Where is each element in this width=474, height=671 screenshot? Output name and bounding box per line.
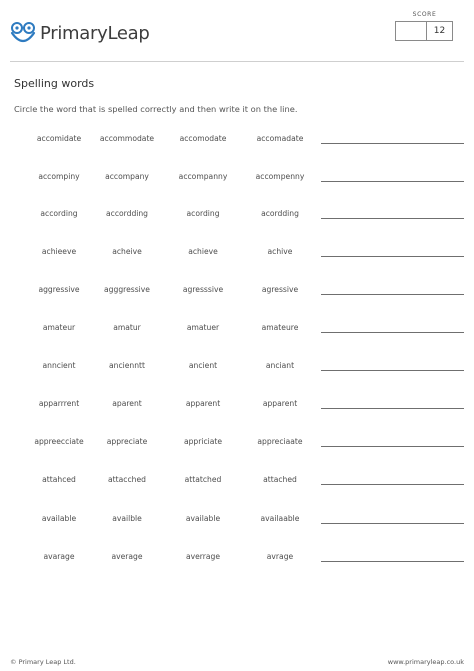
word-option[interactable]: ancient — [188, 361, 218, 370]
word-option[interactable]: apparent — [185, 399, 221, 408]
word-option[interactable]: agressive — [261, 285, 299, 294]
word-option[interactable]: apparent — [262, 399, 298, 408]
word-option[interactable]: achieve — [188, 247, 218, 256]
footer-website: www.primaryleap.co.uk — [387, 658, 464, 666]
answer-line[interactable] — [321, 561, 464, 562]
word-option[interactable]: accompiny — [38, 172, 80, 181]
word-option[interactable]: avarage — [43, 552, 75, 561]
word-option[interactable]: amatur — [113, 323, 141, 332]
word-option[interactable]: according — [40, 209, 78, 218]
word-option[interactable]: ancienntt — [108, 361, 145, 370]
word-option[interactable]: anciant — [265, 361, 295, 370]
word-option[interactable]: acheive — [112, 247, 142, 256]
word-option[interactable]: acording — [186, 209, 220, 218]
word-option[interactable]: attacched — [108, 475, 146, 484]
word-row — [0, 514, 474, 528]
word-option[interactable]: agggressive — [104, 285, 150, 294]
worksheet-instruction: Circle the word that is spelled correctly and then write it on the line. — [14, 104, 298, 114]
word-option[interactable]: accordding — [105, 209, 149, 218]
word-option[interactable]: amatuer — [186, 323, 220, 332]
word-row — [0, 247, 474, 261]
word-row — [0, 399, 474, 413]
word-option[interactable]: accompenny — [255, 172, 305, 181]
answer-line[interactable] — [321, 408, 464, 409]
answer-line[interactable] — [321, 484, 464, 485]
word-row — [0, 134, 474, 148]
word-option[interactable]: accompanny — [178, 172, 228, 181]
answer-line[interactable] — [321, 523, 464, 524]
word-option[interactable]: agresssive — [182, 285, 224, 294]
score-value: 12 — [433, 26, 446, 36]
word-option[interactable]: accomadate — [256, 134, 304, 143]
word-option[interactable]: accomidate — [36, 134, 82, 143]
answer-line[interactable] — [321, 218, 464, 219]
word-option[interactable]: achieeve — [41, 247, 77, 256]
answer-line[interactable] — [321, 256, 464, 257]
answer-line[interactable] — [321, 332, 464, 333]
word-row — [0, 285, 474, 299]
score-blank-cell — [396, 22, 427, 40]
word-option[interactable]: avrage — [266, 552, 294, 561]
word-option[interactable]: amateur — [42, 323, 76, 332]
frog-icon — [10, 22, 36, 46]
word-row — [0, 475, 474, 489]
word-option[interactable]: aparent — [112, 399, 142, 408]
word-option[interactable]: available — [185, 514, 221, 523]
word-option[interactable]: accompany — [105, 172, 149, 181]
brand-name: PrimaryLeap — [40, 23, 150, 44]
answer-line[interactable] — [321, 370, 464, 371]
word-option[interactable]: available — [41, 514, 77, 523]
answer-line[interactable] — [321, 446, 464, 447]
word-row — [0, 172, 474, 186]
word-option[interactable]: anncient — [42, 361, 76, 370]
word-option[interactable]: availaable — [260, 514, 300, 523]
word-option[interactable]: accommodate — [99, 134, 155, 143]
word-option[interactable]: appreciaate — [257, 437, 303, 446]
word-row — [0, 323, 474, 337]
word-option[interactable]: aggressive — [38, 285, 80, 294]
score-box — [395, 21, 453, 41]
score-label: SCORE — [412, 11, 437, 18]
word-option[interactable]: attatched — [184, 475, 222, 484]
word-option[interactable]: attached — [263, 475, 297, 484]
header-divider — [10, 61, 464, 62]
word-row — [0, 437, 474, 451]
word-option[interactable]: apparrrent — [38, 399, 80, 408]
word-option[interactable]: appriciate — [183, 437, 223, 446]
answer-line[interactable] — [321, 143, 464, 144]
word-option[interactable]: availble — [112, 514, 142, 523]
word-option[interactable]: appreecciate — [34, 437, 84, 446]
answer-line[interactable] — [321, 181, 464, 182]
word-row — [0, 552, 474, 566]
word-row — [0, 361, 474, 375]
word-row — [0, 209, 474, 223]
word-option[interactable]: acordding — [261, 209, 299, 218]
word-option[interactable]: amateure — [261, 323, 299, 332]
word-option[interactable]: appreciate — [106, 437, 148, 446]
word-option[interactable]: attahced — [42, 475, 76, 484]
primaryleap-logo — [10, 21, 150, 47]
worksheet-title: Spelling words — [14, 77, 95, 90]
word-option[interactable]: achive — [267, 247, 293, 256]
word-option[interactable]: average — [111, 552, 143, 561]
word-option[interactable]: accomodate — [179, 134, 227, 143]
footer-copyright: © Primary Leap Ltd. — [10, 658, 76, 666]
answer-line[interactable] — [321, 294, 464, 295]
word-option[interactable]: averrage — [185, 552, 221, 561]
